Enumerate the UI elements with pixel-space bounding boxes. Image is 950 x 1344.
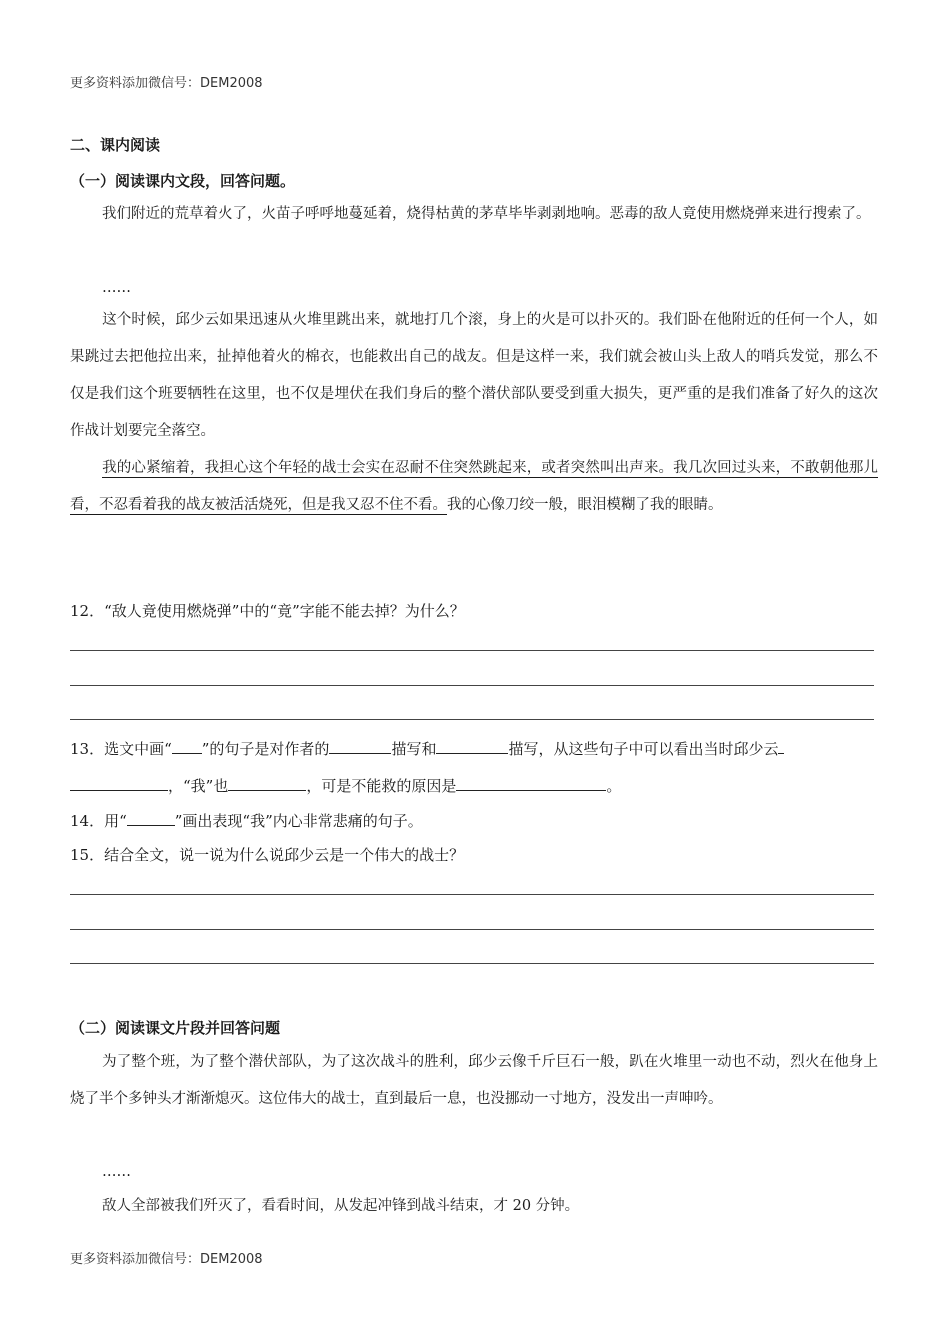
question-12: 12．“敌人竟使用燃烧弹”中的“竟”字能不能去掉？为什么？ (70, 602, 465, 620)
page-footer: 更多资料添加微信号：DEM2008 (70, 1252, 263, 1267)
q14-text-a: 14．用“ (70, 812, 127, 830)
q13-text-d: 描写，从这些句子中可以看出当时邱少云 (508, 740, 779, 758)
question-15: 15．结合全文，说一说为什么说邱少云是一个伟大的战士？ (70, 846, 465, 864)
fill-blank[interactable] (70, 776, 168, 791)
part2-paragraph-1 (70, 1044, 878, 1118)
question-13-line-1 (70, 738, 880, 759)
answer-line[interactable] (70, 685, 874, 686)
q13-text-a: 13．选文中画“ (70, 740, 172, 758)
underline-sample (172, 739, 202, 754)
underline-sample (127, 811, 175, 826)
ellipsis-text: …… (102, 280, 131, 296)
q14-text-b: ”画出表现“我”内心非常悲痛的句子。 (174, 812, 423, 830)
answer-line[interactable] (70, 650, 874, 651)
underlined-sentence: 我的心紧缩着，我担心这个年轻的战士会实在忍耐不住突然跳起来，或者突然叫出声来。我几次回过头来，不敢朝他那儿看，不忍看着我的战友被活活烧死，但是我又忍不住不看。 (70, 460, 878, 513)
answer-line[interactable] (70, 929, 874, 930)
q13-text-b: ”的句子是对作者的 (201, 740, 330, 758)
fill-blank[interactable] (456, 776, 606, 791)
fill-blank[interactable] (228, 776, 306, 791)
fill-blank[interactable] (436, 739, 508, 754)
part1-title: （一）阅读课内文段，回答问题。 (70, 172, 296, 190)
q13-text-e: ，“我”也 (168, 777, 229, 795)
part2-p1-text: 为了整个班，为了整个潜伏部队，为了这次战斗的胜利，邱少云像千斤巨石一般，趴在火堆里一动也不动，烈火在他身上烧了半个多钟头才渐渐熄灭。这位伟大的战士，直到最后一息，也没挪动一寸地方，没发出一声呻吟。 (70, 1054, 878, 1107)
part2-title: （二）阅读课文片段并回答问题 (70, 1019, 281, 1037)
fill-blank[interactable] (329, 739, 391, 754)
q13-text-c: 描写和 (391, 740, 437, 758)
answer-line[interactable] (70, 894, 874, 895)
page-header: 更多资料添加微信号：DEM2008 (70, 76, 263, 91)
question-14 (70, 810, 423, 831)
part1-paragraph-2 (70, 302, 878, 450)
part2-paragraph-2 (70, 1188, 878, 1225)
part1-paragraph-3 (70, 450, 878, 524)
part1-paragraph-1 (70, 196, 878, 233)
q13-text-f: ，可是不能救的原因是 (306, 777, 457, 795)
q13-text-g: 。 (606, 777, 622, 795)
section-title: 二、课内阅读 (70, 136, 161, 154)
ellipsis-text: …… (102, 1164, 131, 1180)
fill-blank[interactable] (778, 739, 784, 754)
part1-p3-rest: 我的心像刀绞一般，眼泪模糊了我的眼睛。 (447, 497, 723, 513)
part2-ellipsis (70, 1154, 878, 1191)
answer-line[interactable] (70, 963, 874, 964)
part2-p2-text: 敌人全部被我们歼灭了，看看时间，从发起冲锋到战斗结束，才 20 分钟。 (102, 1198, 580, 1214)
part1-p1-text: 我们附近的荒草着火了，火苗子呼呼地蔓延着，烧得枯黄的茅草毕毕剥剥地响。恶毒的敌人竟使用燃烧弹来进行搜索了。 (102, 206, 871, 222)
question-13-line-2 (70, 775, 880, 796)
answer-line[interactable] (70, 719, 874, 720)
part1-p2-text: 这个时候，邱少云如果迅速从火堆里跳出来，就地打几个滚，身上的火是可以扑灭的。我们卧在他附近的任何一个人，如果跳过去把他拉出来，扯掉他着火的棉衣，也能救出自己的战友。但是这样一来，我们就会被山头上敌人的哨兵发觉，那么不仅是我们这个班要牺牲在这里，也不仅是埋伏在我们身后的整个潜伏部队要受到重大损失，更严重的是我们准备了好久的这次作战计划要完全落空。 (70, 312, 878, 439)
